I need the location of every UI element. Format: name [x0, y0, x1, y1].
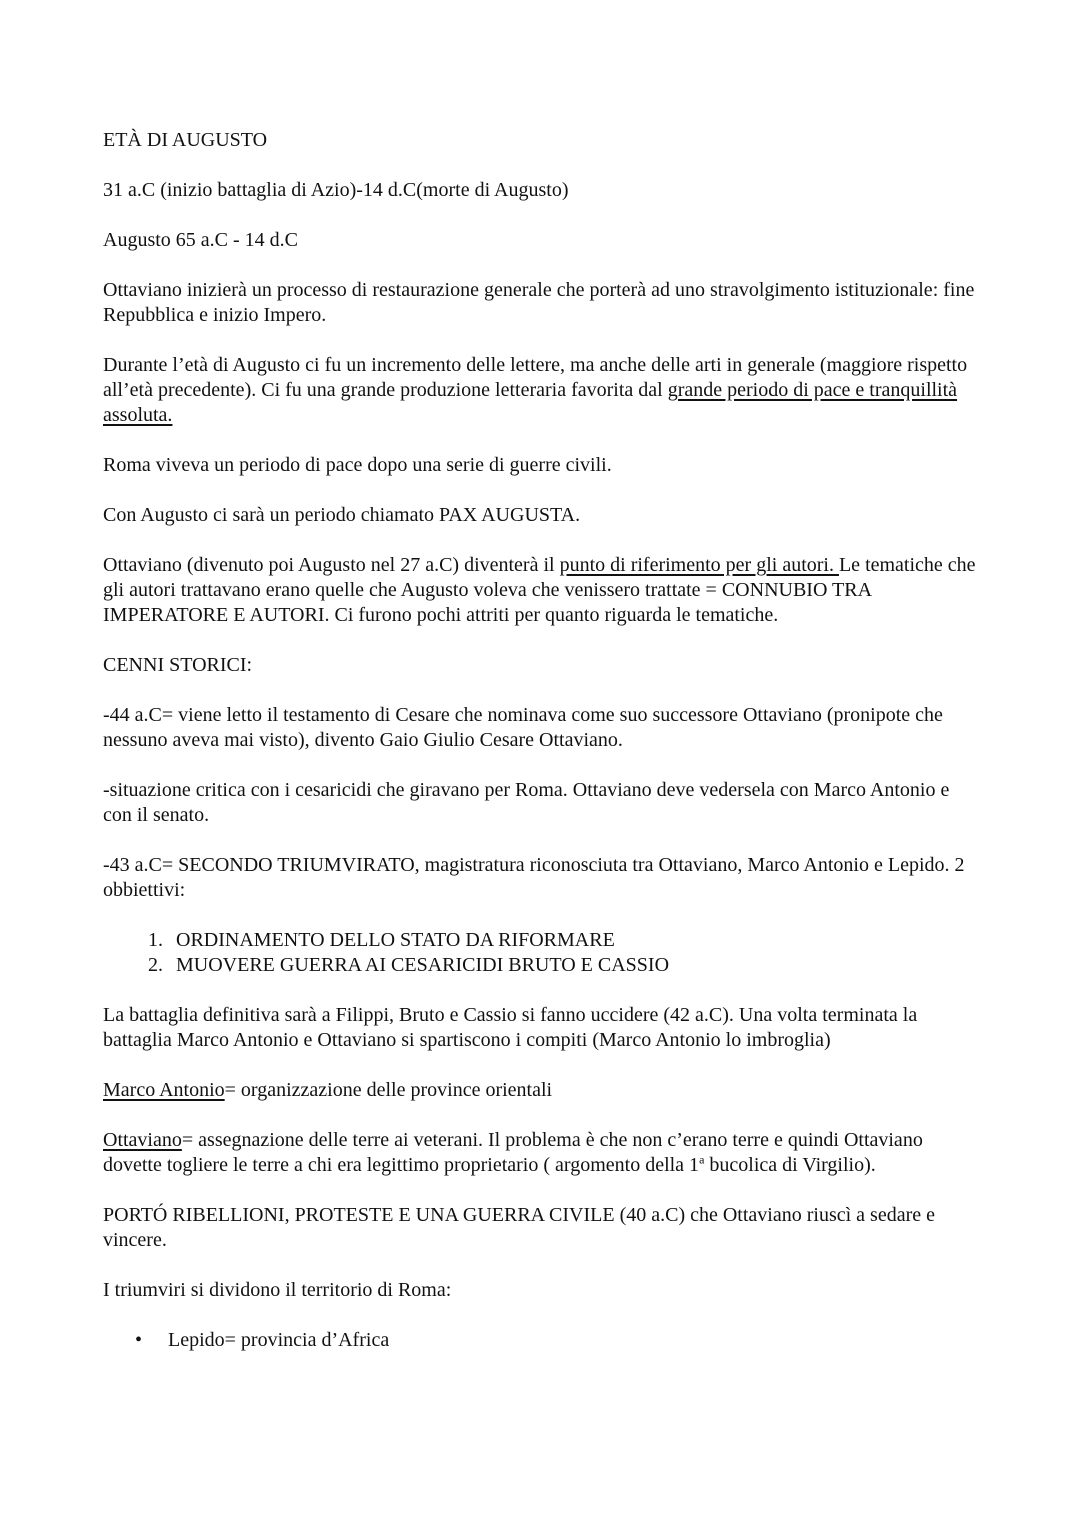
list-item: 1. ORDINAMENTO DELLO STATO DA RIFORMARE: [168, 928, 983, 953]
paragraph-44-ac: -44 a.C= viene letto il testamento di Cesare che nominava come suo successore Ottaviano (pronipote che nessuno aveva mai visto), divento Gaio Giulio Cesare Ottaviano.: [103, 704, 943, 751]
augusto-dates: Augusto 65 a.C - 14 d.C: [103, 229, 298, 251]
paragraph-lettere: [103, 353, 983, 428]
ottaviano-underlined: punto di riferimento per gli autori.: [559, 554, 839, 576]
paragraph-marco-antonio: [103, 1078, 983, 1103]
ottaviano-terre-after: bucolica di Virgilio).: [704, 1154, 876, 1176]
paragraph-ribellioni: PORTÓ RIBELLIONI, PROTESTE E UNA GUERRA CIVILE (40 a.C) che Ottaviano riuscì a sedare e vincere.: [103, 1204, 935, 1251]
marco-antonio-text: = organizzazione delle province orientali: [224, 1079, 553, 1101]
lettere-text: Durante l’età di Augusto ci fu un incremento delle lettere, ma anche delle arti in generale (maggiore rispetto all’età precedente). Ci fu una grande produzione letteraria favorita dal: [103, 354, 968, 401]
lettere-underlined: grande periodo di pace e tranquillità assoluta.: [103, 379, 958, 426]
paragraph-roma: Roma viveva un periodo di pace dopo una serie di guerre civili.: [103, 454, 612, 476]
cenni-storici-heading: CENNI STORICI:: [103, 654, 253, 676]
paragraph-ottaviano-terre: [103, 1128, 983, 1178]
ottaviano-name: Ottaviano: [103, 1129, 182, 1151]
paragraph-ottaviano: [103, 553, 983, 628]
list-item: 2. MUOVERE GUERRA AI CESARICIDI BRUTO E CASSIO: [168, 953, 983, 978]
ottaviano-text-before: Ottaviano (divenuto poi Augusto nel 27 a.C) diventerà il: [103, 554, 560, 576]
paragraph-pax-augusta: Con Augusto ci sarà un periodo chiamato PAX AUGUSTA.: [103, 504, 581, 526]
paragraph-filippi: La battaglia definitiva sarà a Filippi, Bruto e Cassio si fanno uccidere (42 a.C). Una volta terminata la battaglia Marco Antonio e Ottaviano si spartiscono i compiti (Marco Antonio lo imbroglia): [103, 1004, 918, 1051]
document-page: [103, 128, 983, 1353]
date-range: 31 a.C (inizio battaglia di Azio)-14 d.C(morte di Augusto): [103, 179, 569, 201]
paragraph-situazione: -situazione critica con i cesaricidi che giravano per Roma. Ottaviano deve vedersela con Marco Antonio e con il senato.: [103, 779, 950, 826]
marco-antonio-name: Marco Antonio: [103, 1079, 225, 1101]
obiettivi-list: [103, 928, 983, 978]
paragraph-triumviri: I triumviri si dividono il territorio di Roma:: [103, 1279, 452, 1301]
list-item: • Lepido= provincia d’Africa: [168, 1328, 983, 1353]
ottaviano-text-after: Le tematiche che gli autori trattavano erano quelle che Augusto voleva che venissero trattate = CONNUBIO TRA IMPERATORE E AUTORI. Ci furono pochi attriti per quanto riguarda le tematiche.: [103, 554, 976, 626]
paragraph-43-ac: -43 a.C= SECONDO TRIUMVIRATO, magistratura riconosciuta tra Ottaviano, Marco Antonio e Lepido. 2 obbiettivi:: [103, 854, 965, 901]
territori-list: [103, 1328, 983, 1353]
paragraph-restaurazione: Ottaviano inizierà un processo di restaurazione generale che porterà ad uno stravolgimento istituzionale: fine Repubblica e inizio Impero.: [103, 279, 975, 326]
ottaviano-terre-text: = assegnazione delle terre ai veterani. Il problema è che non c’erano terre e quindi Ottaviano dovette togliere le terre a chi era legittimo proprietario ( argomento della 1: [103, 1129, 923, 1176]
document-title: ETÀ DI AUGUSTO: [103, 129, 268, 151]
ordinal-superscript: a: [699, 1152, 705, 1167]
